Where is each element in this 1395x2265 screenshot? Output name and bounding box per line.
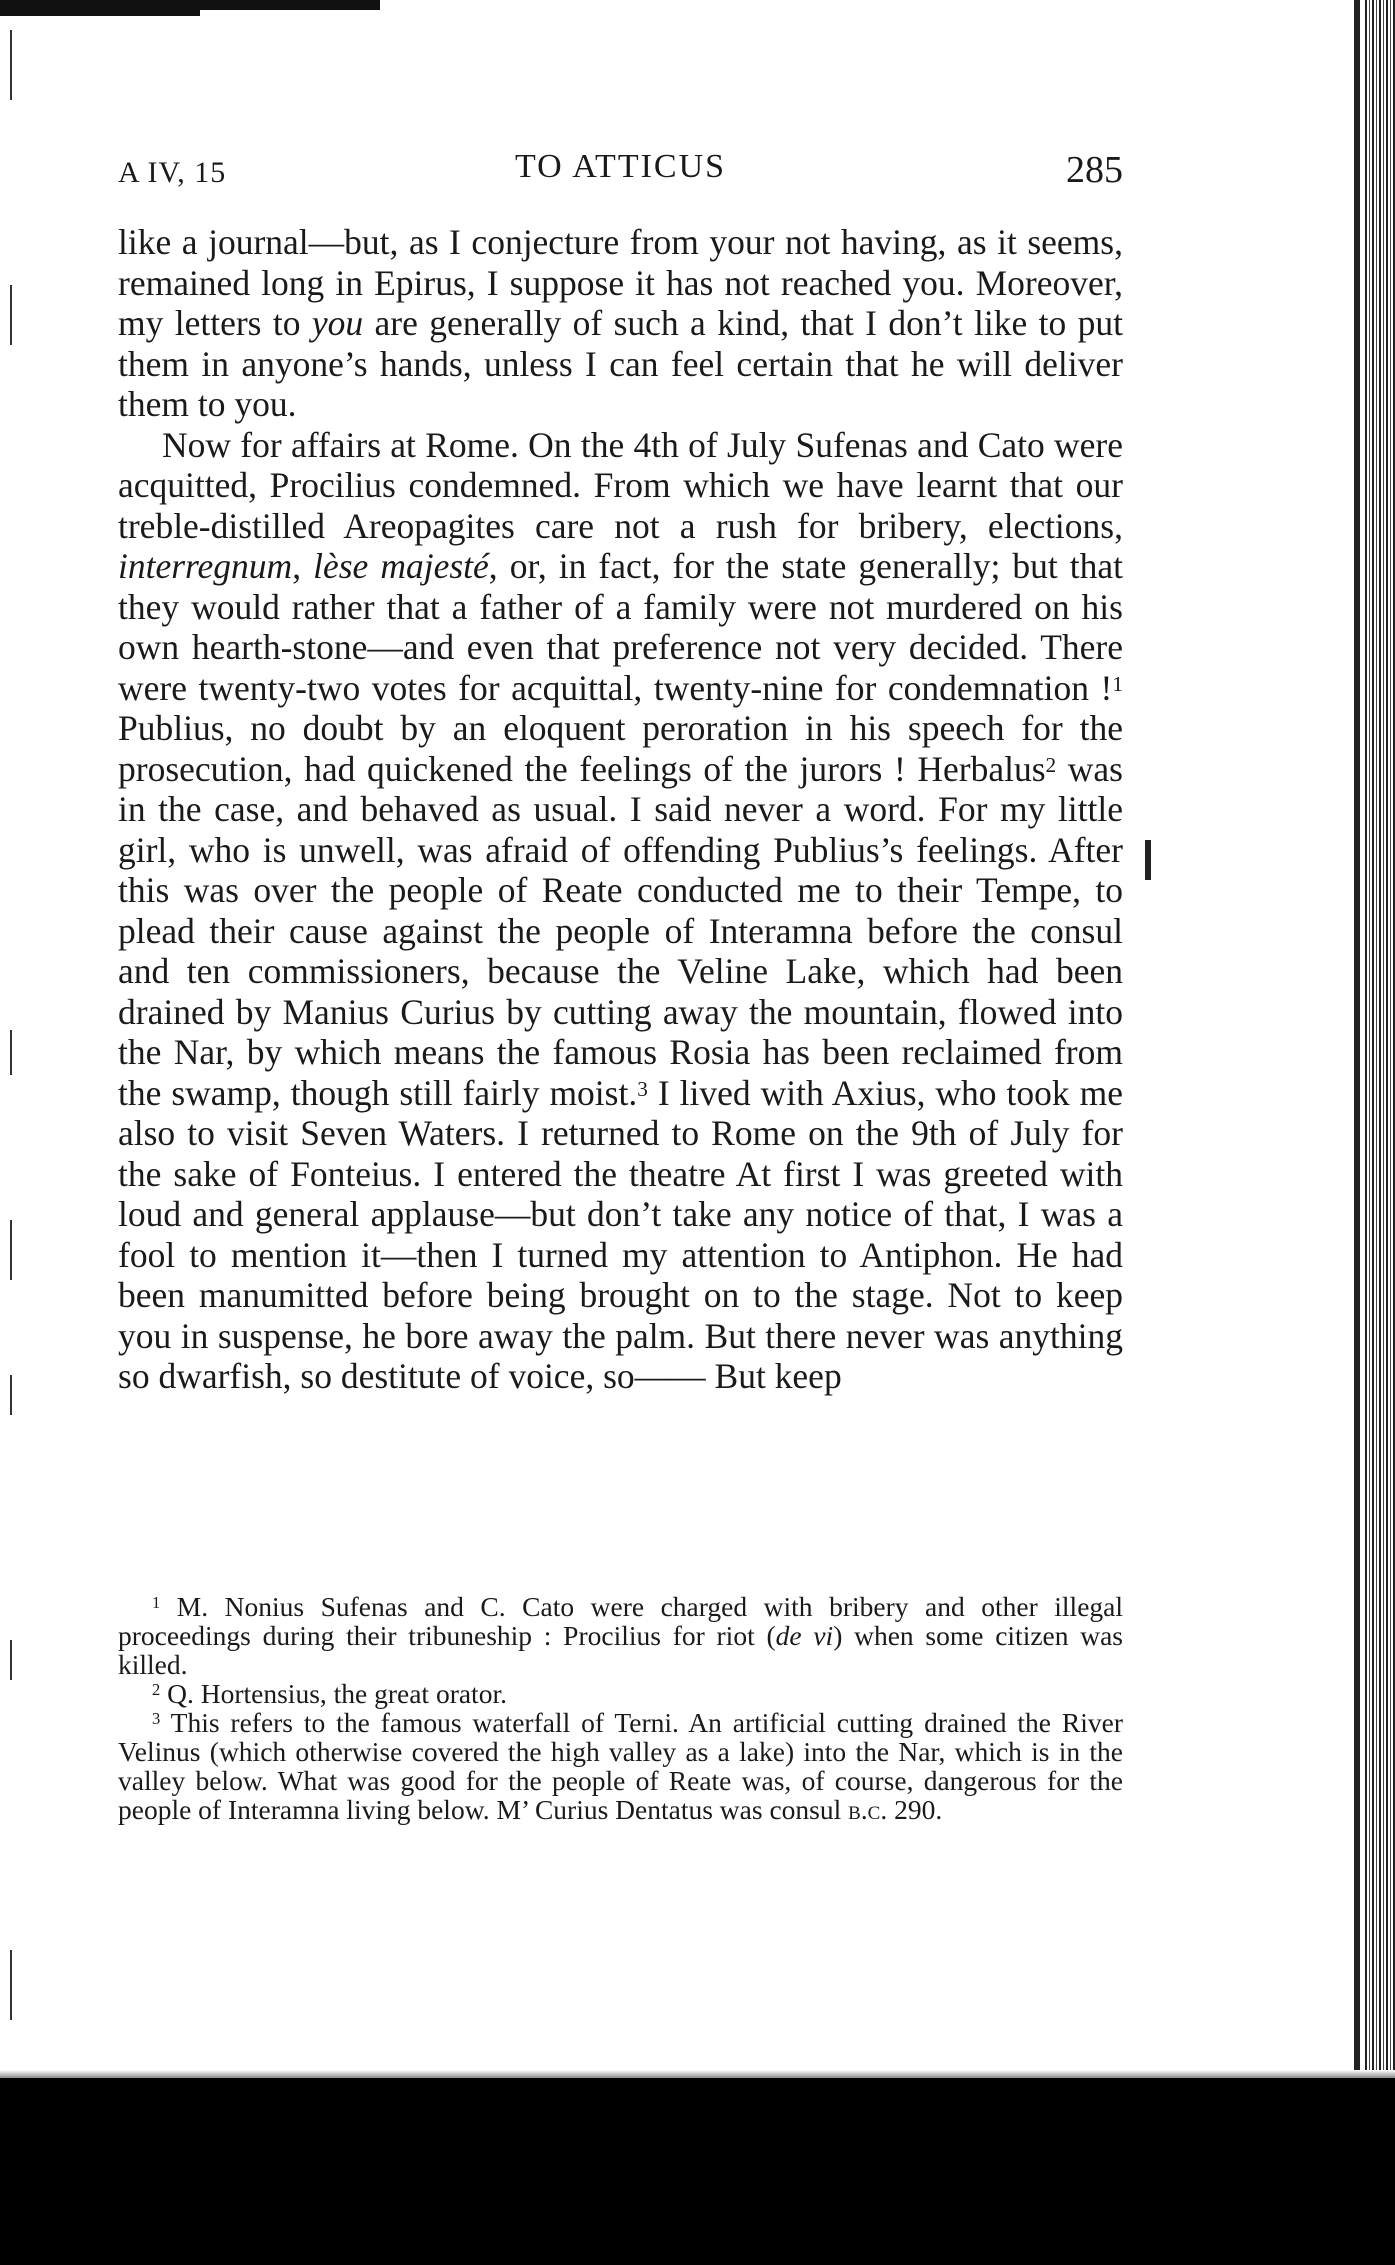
footnote-3: $^3$ This refers to the famous waterfall of Terni. An artificial cutting drained the River Velinus (which otherwise covered the high valley as a lake) into the Nar, which is in the valley below. What was good for the people of Reate was, of course, dangerous for the people of Interamna living below. M’ Curius Dentatus was consul b.c. 290. — [118, 1707, 1123, 1825]
scan-gutter — [1354, 0, 1360, 2080]
footnotes — [118, 1592, 1123, 1824]
emphasis: lèse majesté — [313, 546, 489, 586]
page-number: 285 — [1066, 149, 1123, 191]
footnote-ref: 3 — [637, 1076, 648, 1101]
footnote-1: $^1$ M. Nonius Sufenas and C. Cato were charged with bribery and other illegal proceedings during their tribuneship : Procilius for riot (de vi) when some citizen was killed. — [118, 1591, 1124, 1680]
scan-margin-mark — [10, 1220, 12, 1280]
scan-margin-mark — [10, 30, 12, 100]
paragraph-2: Now for affairs at Rome. On the 4th of July Sufenas and Cato were acquitted, Procilius condemned. From which we have learnt that our treble-distilled Areopagites care not a rush for bribery, elections, interregnum, lèse majesté, or, in fact, for the state generally; but that they would rather that a father of a family were not murdered on his own hearth-stone—and even that preference not very decided. There were twenty-two votes for acquittal, twenty-nine for condemnation !$^1$ Publius, no doubt by an eloquent peroration in his speech for the prosecution, had quickened the feelings of the jurors ! Herbalus$^2$ was in the case, and behaved as usual. I said never a word. For my little girl, who is unwell, was afraid of offending Publius’s feelings. After this was over the people of Reate conducted me to their Tempe, to plead their cause against the people of Interamna before the consul and ten commissioners, because the Veline Lake, which had been drained by Manius Curius by cutting away the mountain, flowed into the Nar, by which means the famous Rosia has been reclaimed from the swamp, though still fairly moist.$^3$ I lived with Axius, who took me also to visit Seven Waters. I returned to Rome on the 9th of July for the sake of Fonteius. I entered the theatre At first I was greeted with loud and general applause—but don’t take any notice of that, I was a fool to mention it—then I turned my attention to Antiphon. He had been manumitted before being brought on to the stage. Not to keep you in suspense, he bore away the palm. But there never was anything so dwarfish, so destitute of voice, so—— But keep — [118, 424, 1123, 1396]
footnote-ref: 2 — [1045, 752, 1057, 777]
running-title: TO ATTICUS — [514, 148, 727, 185]
emphasis: you — [311, 303, 364, 343]
footnote-ref: 1 — [1112, 671, 1123, 696]
scan-page-edges — [1365, 0, 1395, 2080]
emphasis: interregnum — [118, 546, 293, 586]
running-header — [118, 148, 1123, 198]
scan-margin-mark — [10, 1640, 12, 1680]
scan-margin-mark — [10, 1030, 12, 1075]
scan-edge-top-inner — [0, 8, 200, 16]
section-reference: A IV, 15 — [118, 156, 227, 189]
paragraph-1: like a journal—but, as I conjecture from your not having, as it seems, remained long in Epirus, I suppose it has not reached you. Moreover, my letters to you are generally of such a kind, that I don’t like to put them in anyone’s hands, unless I can feel certain that he will deliver them to you. — [118, 222, 1123, 424]
scan-margin-pencil-mark — [1145, 840, 1151, 880]
scan-margin-mark — [10, 1950, 12, 2020]
scan-margin-mark — [10, 285, 12, 345]
footnote-2: $^2$ Q. Hortensius, the great orator. — [152, 1678, 507, 1709]
scan-margin-mark — [10, 1375, 12, 1415]
main-text — [118, 222, 1123, 1397]
scan-bottom-dark-band — [0, 2078, 1395, 2265]
